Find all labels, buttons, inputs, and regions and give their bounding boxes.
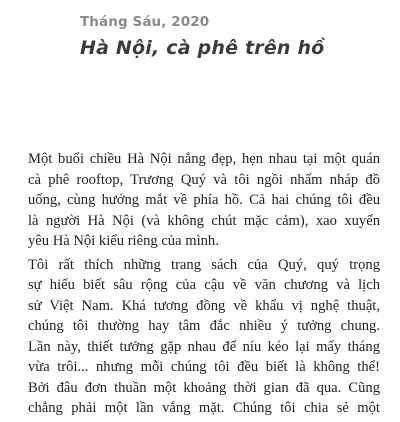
paragraph-2 <box>28 255 380 419</box>
text-line: là người Hà Nội (và không chút mặc cảm), xao xuyến <box>28 212 380 229</box>
text-line: Tôi rất thích những trang sách của Quý, quý trọng <box>28 256 380 273</box>
text-line: Một buổi chiều Hà Nội nắng đẹp, hẹn nhau tại một quán <box>28 151 380 167</box>
text-line: sử Việt Nam. Khá tương đồng về khẩu vị nghệ thuật, <box>28 297 380 314</box>
text-line: chúng tôi thường hay tâm đắc nhiều ý tưởng chung. <box>28 318 380 334</box>
text-line: cà phê rooftop, Trương Quý và tôi ngồi nhấm nháp đồ <box>28 171 380 188</box>
text-line: yêu Hà Nội kiểu riêng của mình. <box>28 233 219 249</box>
text-line: Bởi đâu đơn thuần một khoảng thời gian đã qua. Cũng <box>28 379 380 396</box>
text-line: chẳng phải một lần vắng mặt. Chúng tôi chia sẻ một <box>28 400 380 416</box>
text-line: Lần này, thiết tưởng gặp nhau để níu kéo lại mấy tháng <box>28 338 380 355</box>
text-line: uống, cùng hướng mắt về phía hồ. Cả hai chúng tôi đều <box>28 192 380 208</box>
body-text <box>28 149 380 422</box>
chapter-date: Tháng Sáu, 2020 <box>80 14 210 30</box>
paragraph-1 <box>28 149 380 252</box>
chapter-title: Hà Nội, cà phê trên hồ <box>80 37 325 59</box>
text-line: sự hiểu biết sâu rộng của cậu về văn chương và lịch <box>28 277 380 293</box>
text-line: vừa trôi... nhưng mỗi chúng tôi đều biết là không thể! <box>28 359 380 375</box>
